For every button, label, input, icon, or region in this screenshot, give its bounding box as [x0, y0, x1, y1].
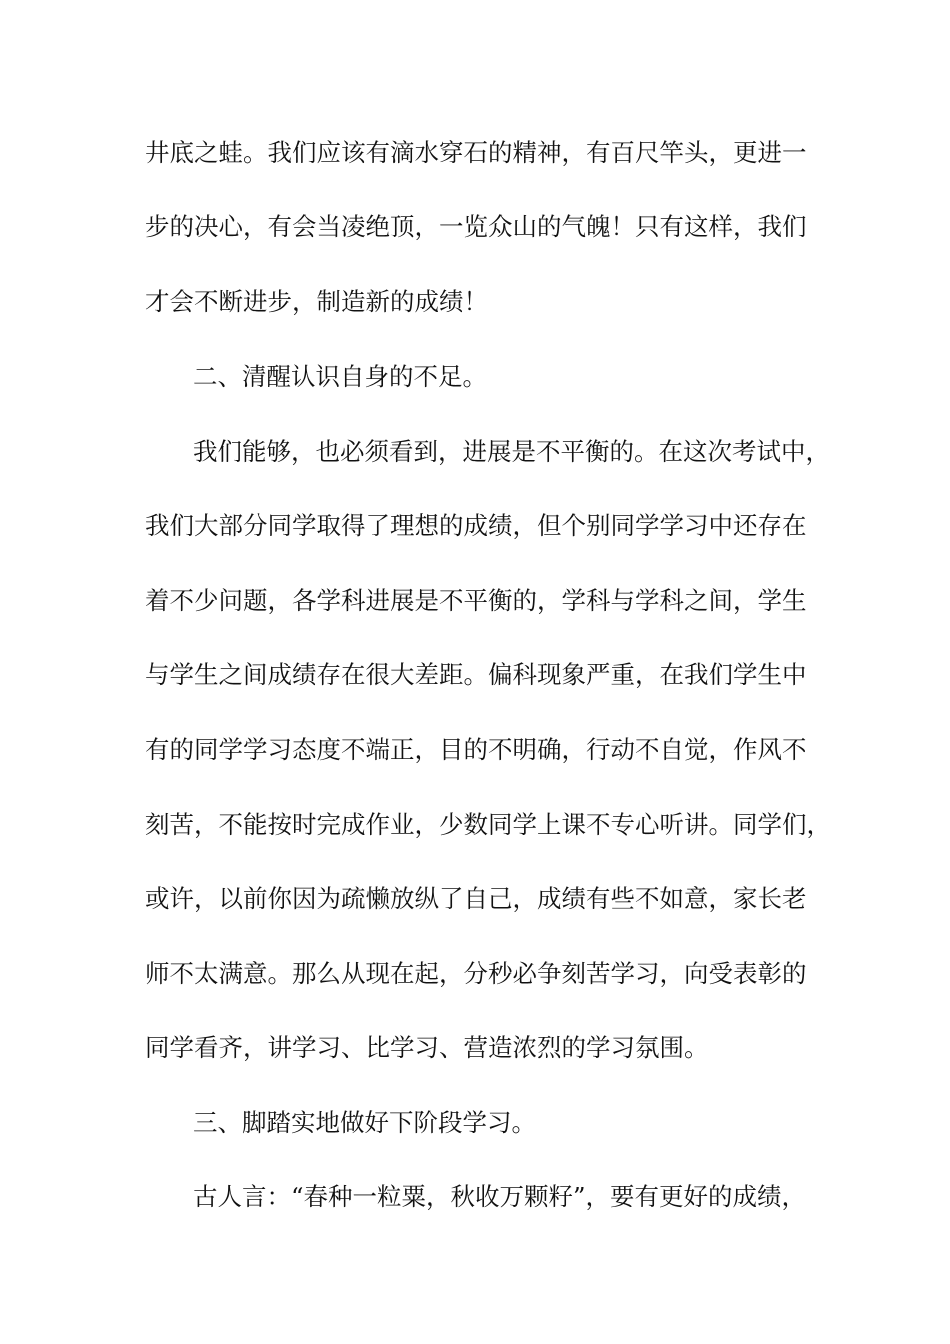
body-text-line: 同学看齐，讲学习、比学习、营造浓烈的学习氛围。 — [145, 1033, 709, 1062]
body-text-line: 师不太满意。那么从现在起，分秒必争刻苦学习，向受表彰的 — [145, 959, 807, 988]
section-heading: 二、清醒认识自身的不足。 — [193, 362, 487, 391]
body-text-line: 或许，以前你因为疏懒放纵了自己，成绩有些不如意，家长老 — [145, 884, 807, 913]
body-text-line: 与学生之间成绩存在很大差距。偏科现象严重，在我们学生中 — [145, 660, 807, 689]
body-text-line: 才会不断进步，制造新的成绩！ — [145, 287, 488, 316]
body-text-line: 有的同学学习态度不端正，目的不明确，行动不自觉，作风不 — [145, 735, 807, 764]
body-text-line: 我们大部分同学取得了理想的成绩，但个别同学学习中还存在 — [145, 511, 807, 540]
body-text-line: 刻苦，不能按时完成作业，少数同学上课不专心听讲。同学们， — [145, 810, 831, 839]
body-text-line: 井底之蛙。我们应该有滴水穿石的精神，有百尺竿头，更进一 — [145, 138, 807, 167]
body-text-line: 着不少问题，各学科进展是不平衡的，学科与学科之间，学生 — [145, 586, 807, 615]
body-text-line: 我们能够，也必须看到，进展是不平衡的。在这次考试中， — [193, 437, 830, 466]
body-text-line: 古人言：“春种一粒粟，秋收万颗籽”，要有更好的成绩， — [193, 1182, 807, 1211]
body-text-line: 步的决心，有会当凌绝顶，一览众山的气魄！只有这样，我们 — [145, 212, 807, 241]
section-heading: 三、脚踏实地做好下阶段学习。 — [193, 1108, 536, 1137]
